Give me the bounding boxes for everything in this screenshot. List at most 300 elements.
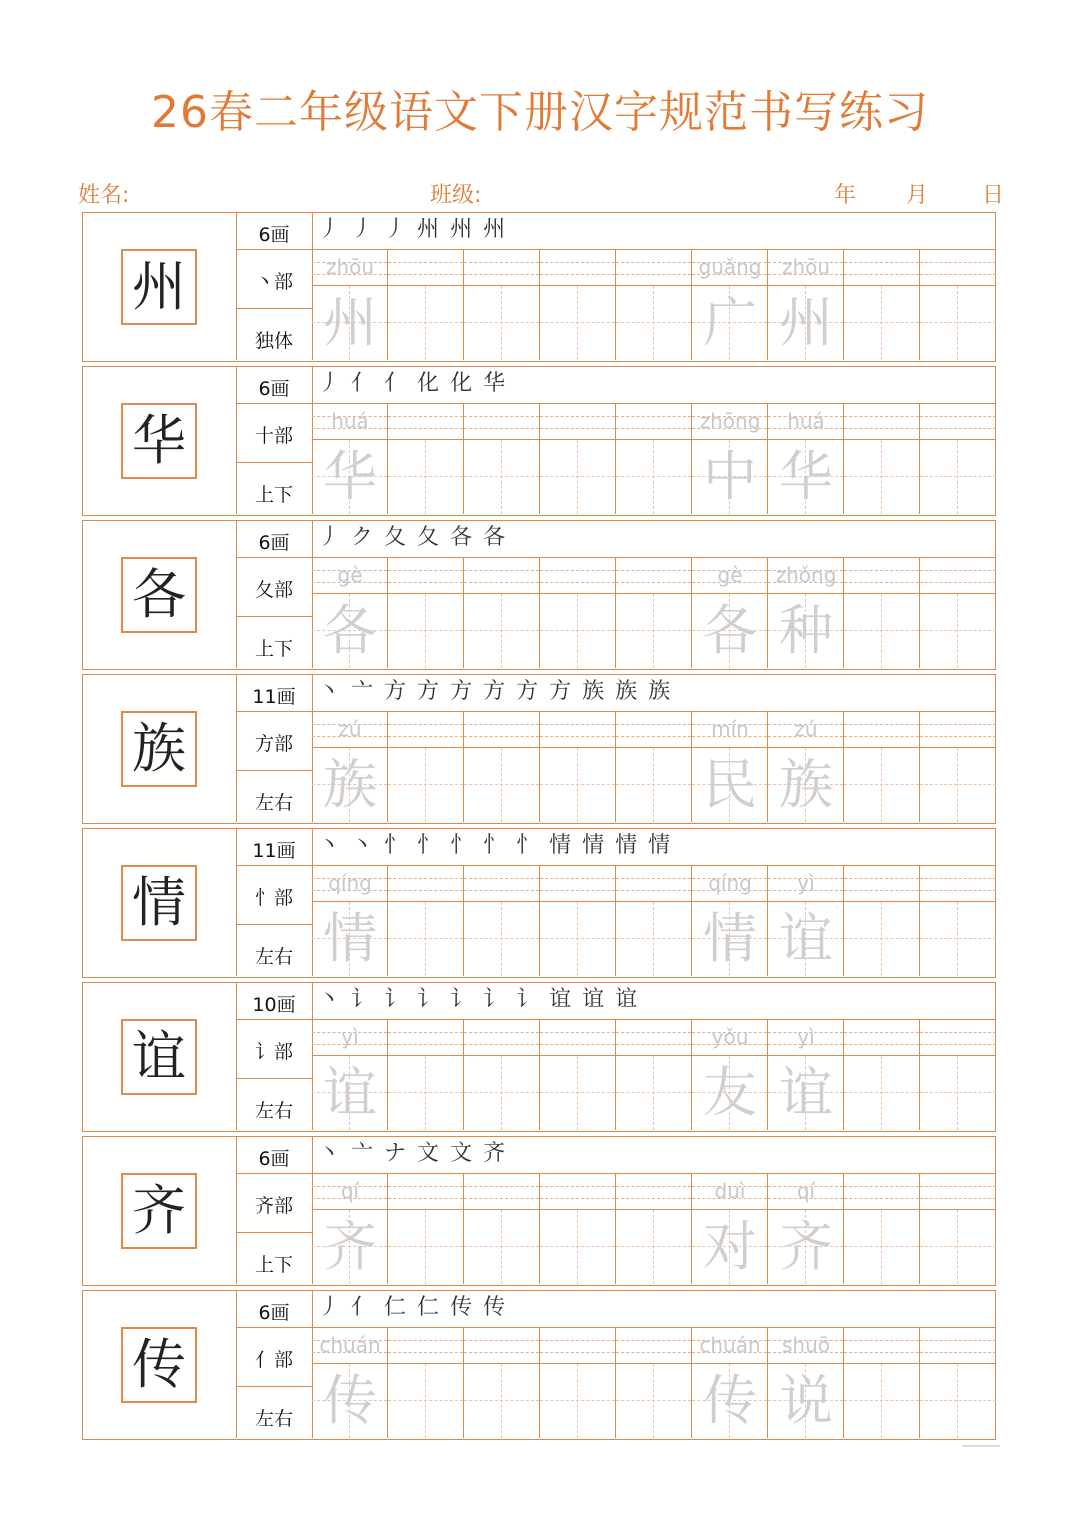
tian-grid-cell[interactable]: [844, 902, 920, 976]
radical: 方部: [254, 733, 293, 755]
tian-grid-cell[interactable]: [464, 440, 540, 514]
pinyin-cell[interactable]: [388, 1020, 464, 1056]
stroke-step: 亠: [351, 1141, 385, 1166]
page-mark: [962, 1445, 1000, 1447]
pinyin-text: yì: [341, 1025, 359, 1049]
trace-char: 情: [323, 907, 377, 970]
stroke-count: 11画: [252, 686, 296, 708]
pinyin-cell[interactable]: [388, 1328, 464, 1364]
pinyin-cell[interactable]: [312, 1020, 388, 1056]
tian-grid-cell[interactable]: [844, 1210, 920, 1284]
stroke-step: 情: [549, 833, 583, 858]
stroke-step: 谊: [549, 987, 583, 1012]
main-char-cell: [83, 1291, 237, 1438]
tian-grid-cell[interactable]: [312, 1056, 388, 1130]
name-label: 姓名:: [78, 183, 130, 208]
tian-grid-cell[interactable]: [616, 1056, 692, 1130]
stroke-step: 各: [450, 525, 484, 550]
stroke-step: 传: [483, 1295, 517, 1320]
tian-grid-cell[interactable]: [616, 902, 692, 976]
structure: 左右: [254, 792, 293, 814]
stroke-step: 丿: [351, 217, 385, 242]
pinyin-cell[interactable]: [692, 866, 768, 902]
pinyin-cell[interactable]: [616, 404, 692, 440]
char-block: [82, 520, 996, 670]
stroke-step: 忄: [516, 833, 550, 858]
pinyin-text: qí: [796, 1179, 816, 1203]
stroke-sequence: [318, 677, 681, 707]
trace-char: 各: [323, 599, 377, 662]
stroke-step: 仁: [384, 1295, 418, 1320]
tian-grid-cell[interactable]: [464, 1210, 540, 1284]
tian-grid-cell[interactable]: [388, 286, 464, 360]
pinyin-cell[interactable]: [388, 558, 464, 594]
pinyin-cell[interactable]: [616, 1020, 692, 1056]
pinyin-text: shuō: [781, 1333, 830, 1357]
pinyin-cell[interactable]: [616, 866, 692, 902]
pinyin-text: chuán: [699, 1333, 761, 1357]
radical: 齐部: [254, 1195, 293, 1217]
tian-grid-cell[interactable]: [464, 748, 540, 822]
tian-grid-cell[interactable]: [616, 286, 692, 360]
tian-grid-cell[interactable]: [388, 748, 464, 822]
info-column: [236, 1291, 313, 1438]
pinyin-text: zú: [794, 717, 818, 741]
pinyin-cell[interactable]: [540, 1174, 616, 1210]
stroke-step: 谊: [582, 987, 616, 1012]
pinyin-text: duì: [714, 1179, 746, 1203]
stroke-step: 丶: [318, 1141, 352, 1166]
structure: 左右: [254, 1408, 293, 1430]
structure: 上下: [254, 638, 293, 660]
pinyin-cell[interactable]: [768, 1328, 844, 1364]
pinyin-cell[interactable]: [844, 1174, 920, 1210]
pinyin-cell[interactable]: [388, 404, 464, 440]
pinyin-cell[interactable]: [464, 1328, 540, 1364]
tian-grid-cell[interactable]: [692, 594, 768, 668]
main-char: 华: [121, 403, 197, 479]
tian-grid-cell[interactable]: [464, 902, 540, 976]
pinyin-cell[interactable]: [540, 866, 616, 902]
trace-char: 谊: [779, 907, 833, 970]
pinyin-cell[interactable]: [768, 558, 844, 594]
pinyin-text: yì: [797, 1025, 815, 1049]
pinyin-cell[interactable]: [388, 866, 464, 902]
pinyin-cell[interactable]: [312, 404, 388, 440]
stroke-count: 11画: [252, 840, 296, 862]
char-block: [82, 1136, 996, 1286]
tian-grid-cell[interactable]: [464, 286, 540, 360]
main-char-cell: [83, 1137, 237, 1284]
pinyin-text: zhōu: [781, 255, 831, 279]
tian-grid-cell[interactable]: [920, 902, 996, 976]
pinyin-cell[interactable]: [464, 1174, 540, 1210]
tian-grid-cell[interactable]: [920, 748, 996, 822]
tian-grid-cell[interactable]: [920, 286, 996, 360]
pinyin-row: [312, 1174, 995, 1210]
tian-grid-cell[interactable]: [388, 440, 464, 514]
pinyin-row: [312, 866, 995, 902]
pinyin-cell[interactable]: [692, 250, 768, 286]
tian-grid-cell[interactable]: [540, 286, 616, 360]
pinyin-text: chuán: [319, 1333, 381, 1357]
char-block: [82, 982, 996, 1132]
trace-char: 齐: [323, 1215, 377, 1278]
pinyin-cell[interactable]: [692, 1174, 768, 1210]
tian-grid-cell[interactable]: [844, 286, 920, 360]
pinyin-cell[interactable]: [616, 250, 692, 286]
pinyin-cell[interactable]: [692, 1020, 768, 1056]
pinyin-cell[interactable]: [920, 250, 996, 286]
tian-grid-cell[interactable]: [768, 1210, 844, 1284]
tian-grid-cell[interactable]: [768, 594, 844, 668]
stroke-step: 情: [582, 833, 616, 858]
pinyin-row: [312, 558, 995, 594]
divider: [236, 924, 312, 925]
divider: [236, 1232, 312, 1233]
stroke-step: 丿: [318, 525, 352, 550]
tian-grid-cell[interactable]: [844, 594, 920, 668]
structure: 上下: [254, 484, 293, 506]
tian-grid-cell[interactable]: [312, 748, 388, 822]
pinyin-cell[interactable]: [692, 712, 768, 748]
pinyin-cell[interactable]: [464, 250, 540, 286]
pinyin-cell[interactable]: [312, 558, 388, 594]
char-block: [82, 674, 996, 824]
pinyin-cell[interactable]: [844, 558, 920, 594]
divider: [236, 1386, 312, 1387]
pinyin-cell[interactable]: [388, 712, 464, 748]
stroke-step: 化: [417, 371, 451, 396]
main-char: 各: [121, 557, 197, 633]
stroke-step: 忄: [483, 833, 517, 858]
pinyin-row: [312, 404, 995, 440]
tian-grid-cell[interactable]: [616, 594, 692, 668]
tian-grid-cell[interactable]: [312, 902, 388, 976]
stroke-step: 州: [417, 217, 451, 242]
pinyin-cell[interactable]: [464, 558, 540, 594]
stroke-step: 亻: [384, 371, 418, 396]
pinyin-cell[interactable]: [388, 250, 464, 286]
stroke-step: 仁: [417, 1295, 451, 1320]
trace-char: 传: [703, 1369, 757, 1432]
divider: [236, 462, 312, 463]
pinyin-cell[interactable]: [540, 250, 616, 286]
pinyin-cell[interactable]: [464, 1020, 540, 1056]
pinyin-text: huá: [787, 409, 825, 433]
tian-grid-cell[interactable]: [844, 1056, 920, 1130]
pinyin-cell[interactable]: [312, 250, 388, 286]
stroke-step: 方: [483, 679, 517, 704]
stroke-step: 传: [450, 1295, 484, 1320]
main-char-cell: [83, 829, 237, 976]
stroke-count: 6画: [258, 1302, 290, 1324]
tian-grid-cell[interactable]: [920, 594, 996, 668]
pinyin-cell[interactable]: [768, 1174, 844, 1210]
tian-grid-cell[interactable]: [920, 1056, 996, 1130]
pinyin-text: zhōu: [325, 255, 375, 279]
main-char: 齐: [121, 1173, 197, 1249]
tian-grid-cell[interactable]: [540, 1364, 616, 1438]
tian-grid-cell[interactable]: [692, 1364, 768, 1438]
tian-grid-cell[interactable]: [312, 594, 388, 668]
trace-char: 华: [323, 445, 377, 508]
pinyin-cell[interactable]: [844, 1020, 920, 1056]
stroke-step: 讠: [450, 987, 484, 1012]
stroke-step: 丿: [318, 1295, 352, 1320]
tian-grid-cell[interactable]: [844, 748, 920, 822]
pinyin-cell[interactable]: [920, 1020, 996, 1056]
stroke-step: 族: [615, 679, 649, 704]
stroke-sequence: [318, 1139, 516, 1169]
pinyin-cell[interactable]: [768, 866, 844, 902]
pinyin-cell[interactable]: [920, 1328, 996, 1364]
pinyin-cell[interactable]: [540, 1020, 616, 1056]
stroke-step: 亻: [351, 371, 385, 396]
main-char-cell: [83, 521, 237, 668]
pinyin-text: guǎng: [698, 255, 762, 279]
stroke-step: ナ: [384, 1141, 418, 1166]
divider: [236, 711, 312, 712]
tian-grid-cell[interactable]: [540, 1056, 616, 1130]
tian-grid-cell[interactable]: [540, 440, 616, 514]
tian-grid-cell[interactable]: [616, 440, 692, 514]
tian-grid-cell[interactable]: [464, 1364, 540, 1438]
stroke-step: 夂: [417, 525, 451, 550]
main-char-cell: [83, 675, 237, 822]
stroke-step: 方: [384, 679, 418, 704]
tian-grid-cell[interactable]: [768, 902, 844, 976]
tian-grid-cell[interactable]: [692, 440, 768, 514]
divider: [236, 249, 312, 250]
pinyin-cell[interactable]: [540, 404, 616, 440]
tian-grid-cell[interactable]: [692, 748, 768, 822]
tian-grid-cell[interactable]: [312, 1210, 388, 1284]
tian-grid-cell[interactable]: [844, 1364, 920, 1438]
tian-grid-cell[interactable]: [464, 594, 540, 668]
pinyin-text: huá: [331, 409, 369, 433]
trace-char: 说: [779, 1369, 833, 1432]
pinyin-cell[interactable]: [920, 558, 996, 594]
tian-grid-cell[interactable]: [312, 440, 388, 514]
trace-char: 友: [703, 1061, 757, 1124]
info-column: [236, 367, 313, 514]
stroke-count: 6画: [258, 1148, 290, 1170]
tian-grid-cell[interactable]: [768, 1056, 844, 1130]
tian-grid-cell[interactable]: [540, 748, 616, 822]
trace-char: 广: [703, 291, 757, 354]
pinyin-cell[interactable]: [768, 712, 844, 748]
class-label: 班级:: [430, 183, 482, 208]
stroke-step: 方: [417, 679, 451, 704]
pinyin-row: [312, 250, 995, 286]
trace-char: 中: [703, 445, 757, 508]
pinyin-cell[interactable]: [312, 1328, 388, 1364]
trace-char: 谊: [779, 1061, 833, 1124]
stroke-step: 讠: [384, 987, 418, 1012]
month-label: 月: [906, 183, 929, 208]
tian-grid-cell[interactable]: [920, 1210, 996, 1284]
pinyin-cell[interactable]: [920, 866, 996, 902]
info-column: [236, 521, 313, 668]
stroke-step: 族: [648, 679, 682, 704]
pinyin-cell[interactable]: [768, 404, 844, 440]
trace-char: 民: [703, 753, 757, 816]
tian-grid-cell[interactable]: [540, 902, 616, 976]
pinyin-cell[interactable]: [312, 866, 388, 902]
pinyin-cell[interactable]: [692, 404, 768, 440]
stroke-step: 丿: [318, 371, 352, 396]
info-column: [236, 983, 313, 1130]
tian-grid-cell[interactable]: [616, 1210, 692, 1284]
tian-grid-cell[interactable]: [388, 594, 464, 668]
tian-grid-cell[interactable]: [464, 1056, 540, 1130]
tian-grid-cell[interactable]: [388, 1056, 464, 1130]
pinyin-text: zhǒng: [775, 563, 837, 587]
pinyin-cell[interactable]: [844, 1328, 920, 1364]
main-char: 州: [121, 249, 197, 325]
trace-char: 州: [323, 291, 377, 354]
pinyin-text: gè: [717, 563, 743, 587]
info-column: [236, 829, 313, 976]
radical: 讠部: [254, 1041, 293, 1063]
radical: 丶部: [254, 271, 293, 293]
main-char: 谊: [121, 1019, 197, 1095]
tian-grid-cell[interactable]: [692, 902, 768, 976]
pinyin-cell[interactable]: [540, 558, 616, 594]
pinyin-cell[interactable]: [844, 712, 920, 748]
stroke-step: 谊: [615, 987, 649, 1012]
tian-grid-cell[interactable]: [768, 286, 844, 360]
pinyin-cell[interactable]: [692, 558, 768, 594]
tian-grid-cell[interactable]: [388, 902, 464, 976]
pinyin-cell[interactable]: [616, 558, 692, 594]
main-char-cell: [83, 213, 237, 360]
main-char: 族: [121, 711, 197, 787]
tian-grid-cell[interactable]: [540, 594, 616, 668]
divider: [236, 403, 312, 404]
structure: 独体: [254, 330, 293, 352]
trace-char: 各: [703, 599, 757, 662]
divider: [236, 1019, 312, 1020]
radical: 亻部: [254, 1349, 293, 1371]
stroke-step: 忄: [450, 833, 484, 858]
tian-grid-cell[interactable]: [844, 440, 920, 514]
stroke-step: 丶: [351, 833, 385, 858]
pinyin-cell[interactable]: [464, 866, 540, 902]
stroke-step: 族: [582, 679, 616, 704]
day-label: 日: [982, 183, 1005, 208]
divider: [236, 865, 312, 866]
stroke-step: 亠: [351, 679, 385, 704]
main-char: 传: [121, 1327, 197, 1403]
tian-grid-cell[interactable]: [768, 440, 844, 514]
stroke-step: 方: [549, 679, 583, 704]
stroke-sequence: [318, 831, 681, 861]
tian-grid-cell[interactable]: [312, 286, 388, 360]
stroke-step: 华: [483, 371, 517, 396]
char-block: [82, 212, 996, 362]
info-column: [236, 675, 313, 822]
char-block: [82, 1290, 996, 1440]
stroke-step: 丶: [318, 679, 352, 704]
pinyin-cell[interactable]: [920, 1174, 996, 1210]
stroke-step: 夂: [384, 525, 418, 550]
pinyin-cell[interactable]: [312, 1174, 388, 1210]
structure: 上下: [254, 1254, 293, 1276]
pinyin-row: [312, 712, 995, 748]
divider: [236, 616, 312, 617]
stroke-step: 讠: [351, 987, 385, 1012]
trace-char: 族: [779, 753, 833, 816]
tian-grid-cell[interactable]: [692, 1056, 768, 1130]
pinyin-cell[interactable]: [540, 712, 616, 748]
structure: 左右: [254, 1100, 293, 1122]
pinyin-cell[interactable]: [844, 866, 920, 902]
pinyin-cell[interactable]: [540, 1328, 616, 1364]
page-title: 26春二年级语文下册汉字规范书写练习: [151, 87, 929, 138]
pinyin-cell[interactable]: [464, 404, 540, 440]
trace-char: 种: [779, 599, 833, 662]
main-char: 情: [121, 865, 197, 941]
radical: 忄部: [254, 887, 293, 909]
divider: [236, 1327, 312, 1328]
pinyin-row: [312, 1020, 995, 1056]
pinyin-cell[interactable]: [692, 1328, 768, 1364]
divider: [236, 1078, 312, 1079]
stroke-step: 情: [648, 833, 682, 858]
tian-grid-cell[interactable]: [616, 1364, 692, 1438]
pinyin-cell[interactable]: [920, 712, 996, 748]
pinyin-cell[interactable]: [616, 1174, 692, 1210]
pinyin-cell[interactable]: [616, 1328, 692, 1364]
tian-grid-cell[interactable]: [388, 1364, 464, 1438]
stroke-step: 州: [483, 217, 517, 242]
tian-grid-cell[interactable]: [920, 1364, 996, 1438]
tian-grid-cell[interactable]: [692, 1210, 768, 1284]
pinyin-cell[interactable]: [768, 250, 844, 286]
stroke-step: 亻: [351, 1295, 385, 1320]
tian-grid-cell[interactable]: [540, 1210, 616, 1284]
pinyin-cell[interactable]: [920, 404, 996, 440]
char-block: [82, 366, 996, 516]
tian-grid-cell[interactable]: [920, 440, 996, 514]
divider: [236, 770, 312, 771]
stroke-step: 丶: [318, 987, 352, 1012]
stroke-step: 各: [483, 525, 517, 550]
pinyin-cell[interactable]: [768, 1020, 844, 1056]
structure: 左右: [254, 946, 293, 968]
stroke-step: 齐: [483, 1141, 517, 1166]
pinyin-cell[interactable]: [388, 1174, 464, 1210]
tian-grid-cell[interactable]: [692, 286, 768, 360]
main-char-cell: [83, 983, 237, 1130]
tian-grid-cell[interactable]: [768, 748, 844, 822]
pinyin-text: gè: [337, 563, 363, 587]
pinyin-cell[interactable]: [312, 712, 388, 748]
pinyin-cell[interactable]: [464, 712, 540, 748]
tian-grid-cell[interactable]: [768, 1364, 844, 1438]
pinyin-cell[interactable]: [844, 250, 920, 286]
pinyin-cell[interactable]: [844, 404, 920, 440]
pinyin-cell[interactable]: [616, 712, 692, 748]
trace-char: 华: [779, 445, 833, 508]
stroke-count: 6画: [258, 378, 290, 400]
tian-grid-cell[interactable]: [388, 1210, 464, 1284]
tian-grid-cell[interactable]: [616, 748, 692, 822]
pinyin-text: yǒu: [711, 1025, 749, 1049]
tian-grid-cell[interactable]: [312, 1364, 388, 1438]
